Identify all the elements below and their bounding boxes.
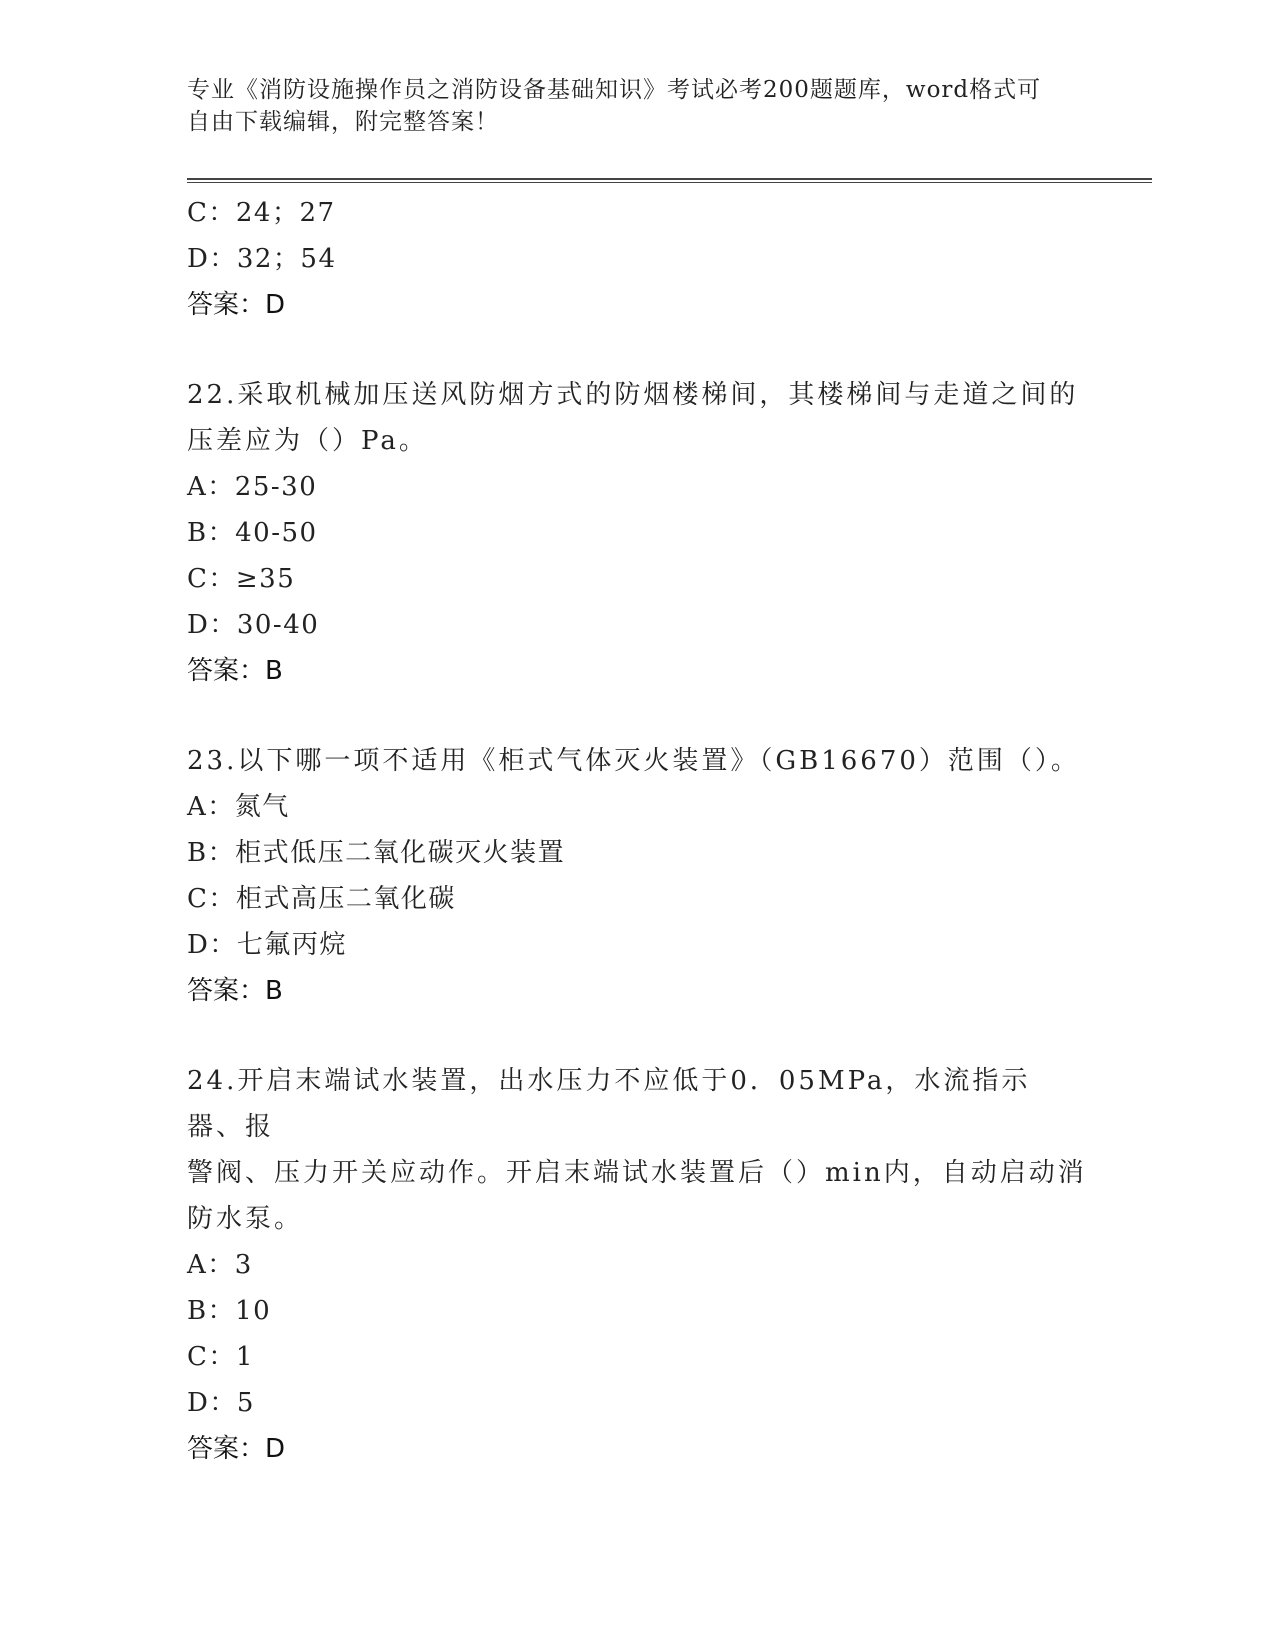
spacer bbox=[187, 694, 1087, 738]
question-23 bbox=[187, 738, 1087, 1014]
option-a: A：25-30 bbox=[187, 472, 318, 502]
option-d: D：32；54 bbox=[187, 244, 337, 274]
question-stem-line: 23.以下哪一项不适用《柜式气体灭火装置》（GB16670）范围（）。 bbox=[187, 746, 1080, 776]
option-c: C：≥35 bbox=[187, 564, 296, 594]
header-divider bbox=[187, 178, 1152, 183]
document-body bbox=[187, 190, 1087, 1472]
question-stem-line: 警阀、压力开关应动作。开启末端试水装置后（）min内，自动启动消 bbox=[187, 1158, 1087, 1188]
option-b: B：40-50 bbox=[187, 518, 318, 548]
option-b: B：10 bbox=[187, 1296, 272, 1326]
header-line-2: 自由下载编辑，附完整答案！ bbox=[187, 109, 499, 135]
option-b: B：柜式低压二氧化碳灭火装置 bbox=[187, 838, 566, 868]
option-c: C：1 bbox=[187, 1342, 254, 1372]
answer-line: 答案：B bbox=[187, 656, 283, 686]
question-stem-line: 防水泵。 bbox=[187, 1204, 304, 1234]
option-a: A：氮气 bbox=[187, 792, 290, 822]
question-stem-line: 22.采取机械加压送风防烟方式的防烟楼梯间，其楼梯间与走道之间的 bbox=[187, 380, 1079, 410]
page-header bbox=[187, 74, 1087, 138]
option-d: D：七氟丙烷 bbox=[187, 930, 347, 960]
header-line-1: 专业《消防设施操作员之消防设备基础知识》考试必考200题题库，word格式可 bbox=[187, 77, 1042, 103]
option-c: C：柜式高压二氧化碳 bbox=[187, 884, 456, 914]
prev-question-block bbox=[187, 190, 1087, 328]
spacer bbox=[187, 328, 1087, 372]
question-24 bbox=[187, 1058, 1087, 1472]
question-stem-line: 压差应为（）Pa。 bbox=[187, 426, 428, 456]
option-a: A：3 bbox=[187, 1250, 253, 1280]
option-c: C：24；27 bbox=[187, 198, 336, 228]
spacer bbox=[187, 1014, 1087, 1058]
answer-line: 答案：B bbox=[187, 976, 283, 1006]
answer-line: 答案：D bbox=[187, 290, 286, 320]
answer-line: 答案：D bbox=[187, 1434, 286, 1464]
option-d: D：30-40 bbox=[187, 610, 320, 640]
question-22 bbox=[187, 372, 1087, 694]
question-stem-line: 24.开启末端试水装置，出水压力不应低于0．05MPa，水流指示器、报 bbox=[187, 1066, 1031, 1142]
option-d: D：5 bbox=[187, 1388, 255, 1418]
